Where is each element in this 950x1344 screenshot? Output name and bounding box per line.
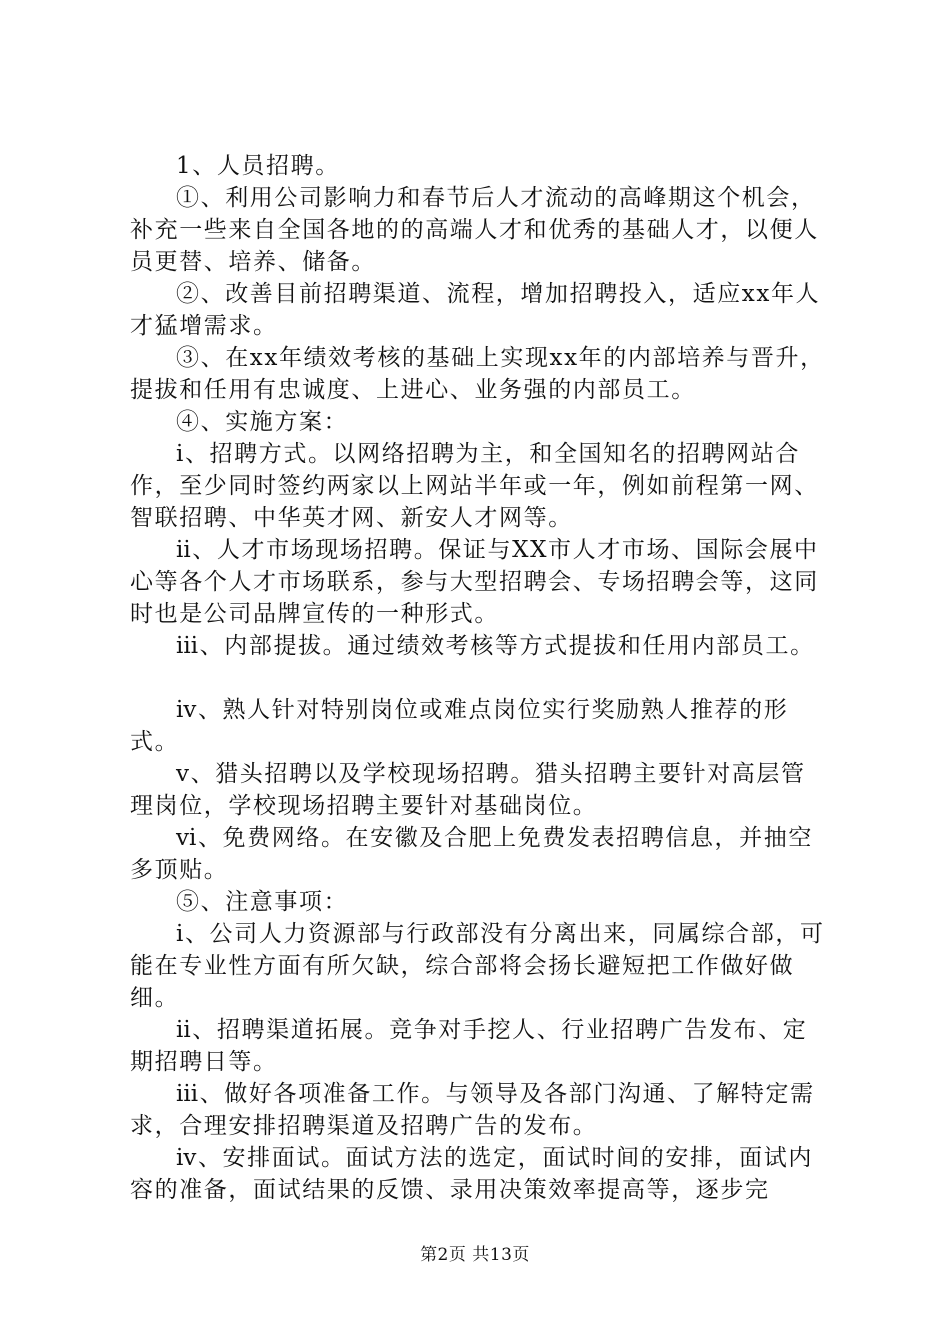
paragraph-note-iv: ⅳ、安排面试。面试方法的选定，面试时间的安排，面试内容的准备，面试结果的反馈、录用决策效率提高等，逐步完 [130, 1145, 813, 1203]
paragraph-item-4: ④、实施方案： [176, 409, 349, 435]
paragraph-subitem-ii: ⅱ、人才市场现场招聘。保证与XX市人才市场、国际会展中心等各个人才市场联系，参与大型招聘会、专场招聘会等，这同时也是公司品牌宣传的一种形式。 [130, 537, 819, 627]
paragraph-note-i: ⅰ、公司人力资源部与行政部没有分离出来，同属综合部，可能在专业性方面有所欠缺，综合部将会扬长避短把工作做好做细。 [130, 921, 825, 1011]
paragraph-item-3: ③、在xx年绩效考核的基础上实现xx年的内部培养与晋升，提拔和任用有忠诚度、上进心、业务强的内部员工。 [130, 345, 825, 403]
paragraph-item-1: ①、利用公司影响力和春节后人才流动的高峰期这个机会，补充一些来自全国各地的的高端人才和优秀的基础人才，以便人员更替、培养、储备。 [130, 185, 819, 275]
paragraph-note-ii: ⅱ、招聘渠道拓展。竞争对手挖人、行业招聘广告发布、定期招聘日等。 [130, 1017, 808, 1075]
paragraph-subitem-vi: ⅵ、免费网络。在安徽及合肥上免费发表招聘信息，并抽空多顶贴。 [130, 825, 813, 883]
paragraph-subitem-iii: ⅲ、内部提拔。通过绩效考核等方式提拔和任用内部员工。 [176, 633, 815, 659]
paragraph-item-2: ②、改善目前招聘渠道、流程，增加招聘投入，适应xx年人才猛增需求。 [130, 281, 821, 339]
paragraph-heading-recruitment: 1、人员招聘。 [176, 153, 340, 179]
paragraph-spacer [130, 662, 830, 694]
paragraph-note-iii: ⅲ、做好各项准备工作。与领导及各部门沟通、了解特定需求，合理安排招聘渠道及招聘广告的发布。 [130, 1081, 815, 1139]
paragraph-subitem-v: ⅴ、猎头招聘以及学校现场招聘。猎头招聘主要针对高层管理岗位，学校现场招聘主要针对基础岗位。 [130, 761, 806, 819]
document-body [130, 150, 830, 1206]
paragraph-item-5: ⑤、注意事项： [176, 889, 349, 915]
paragraph-subitem-i: ⅰ、招聘方式。以网络招聘为主，和全国知名的招聘网站合作，至少同时签约两家以上网站半年或一年，例如前程第一网、智联招聘、中华英才网、新安人才网等。 [130, 441, 819, 531]
paragraph-subitem-iv: ⅳ、熟人针对特别岗位或难点岗位实行奖励熟人推荐的形式。 [130, 697, 789, 755]
page-number-footer: 第2页 共13页 [420, 1245, 530, 1265]
